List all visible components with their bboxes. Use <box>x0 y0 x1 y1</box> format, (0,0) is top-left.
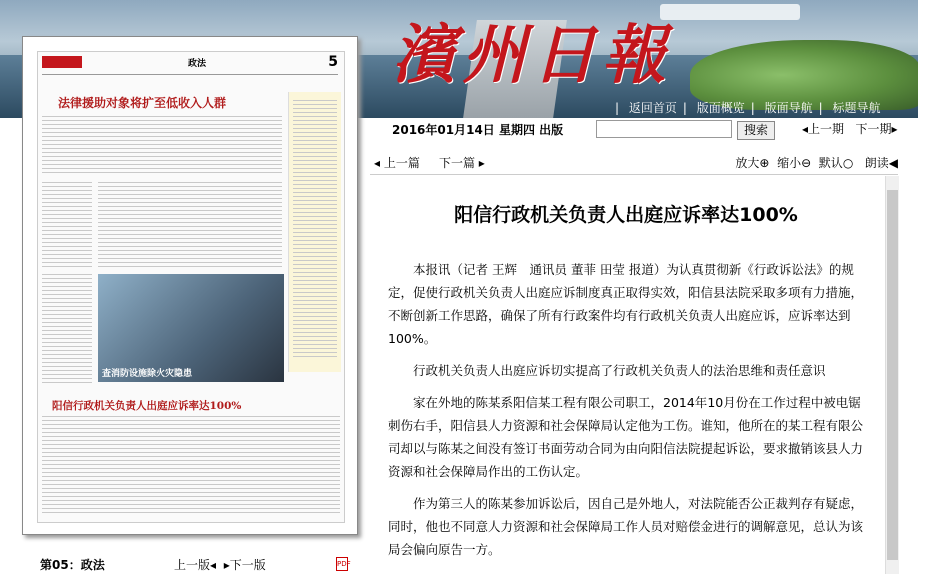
search-button[interactable]: 搜索 <box>737 121 775 140</box>
page-thumbnail[interactable] <box>37 51 345 523</box>
article-paragraph: 家在外地的陈某系阳信某工程有限公司职工，2014年10月份在工作过程中被电锯刺伤右手，阳信县人力资源和社会保障局认定他为工伤。谁知，他所在的某工程有限公司却以与陈某之间没有签订书面劳动合同为由向阳信法院提起诉讼，要求撤销该县人力资源和社会保障局作出的工伤认定。 <box>388 395 864 479</box>
thumb-masthead <box>42 56 82 68</box>
thumb-section: 政法 <box>188 59 207 69</box>
banner-ship <box>660 4 800 20</box>
circle-icon[interactable]: ○ <box>842 156 854 170</box>
next-page-link[interactable]: 下一版 <box>229 558 266 572</box>
thumb-headline[interactable]: 法律援助对象将扩至低收入人群 <box>58 96 227 110</box>
thumb-text-block <box>42 274 92 384</box>
thumb-page-number: 5 <box>328 54 338 70</box>
thumb-photo-caption[interactable]: 查消防设施除火灾隐患 <box>102 369 193 379</box>
minus-circle-icon[interactable]: ⊖ <box>801 156 812 170</box>
search-input[interactable] <box>596 120 732 138</box>
caret-right-icon: ▸ <box>223 558 230 572</box>
next-issue-link[interactable]: 下一期 <box>855 122 892 136</box>
article-title: 阳信行政机关负责人出庭应诉率达100% <box>454 204 798 226</box>
prev-issue-link[interactable]: 上一期 <box>808 122 845 136</box>
speaker-icon[interactable]: ◀ <box>888 156 898 170</box>
prev-page-link[interactable]: 上一版 <box>174 558 211 572</box>
thumb-headline-2[interactable]: 阳信行政机关负责人出庭应诉率达100% <box>52 400 242 412</box>
pdf-icon[interactable]: PDF <box>336 557 348 571</box>
thumb-text-block <box>42 416 340 516</box>
caret-left-icon: ◂ <box>374 156 381 170</box>
article-body <box>388 258 864 570</box>
caret-right-icon: ▸ <box>891 122 898 136</box>
issue-nav <box>802 120 898 137</box>
article-paragraph: 作为第三人的陈某参加诉讼后，因自己是外地人，对法院能否公正裁判存有疑虑，同时，他也不同意人力资源和社会保障局工作人员对赔偿金进行的调解意见，总认为该局会偏向原告一方。 <box>388 496 864 557</box>
thumb-sidebar <box>288 92 341 372</box>
issue-date: 2016年01月14日 星期四 出版 <box>392 123 564 137</box>
nav-layout-overview[interactable]: 版面概览 <box>696 101 745 115</box>
page-bar <box>40 556 266 573</box>
thumb-rule <box>42 74 338 75</box>
divider <box>370 174 898 175</box>
next-article-link[interactable]: 下一篇 <box>438 156 475 170</box>
prev-article-link[interactable]: 上一篇 <box>383 156 420 170</box>
scrollbar[interactable] <box>885 176 899 574</box>
zoom-in-button[interactable]: 放大 <box>735 156 760 170</box>
default-size-button[interactable]: 默认 <box>818 156 843 170</box>
thumb-text-block <box>98 182 282 267</box>
nav-home[interactable]: 返回首页 <box>628 101 677 115</box>
read-aloud-button[interactable]: 朗读 <box>864 156 889 170</box>
caret-left-icon: ◂ <box>802 122 809 136</box>
caret-right-icon: ▸ <box>478 156 485 170</box>
thumb-text-block <box>42 116 282 176</box>
nav-title-guide[interactable]: 标题导航 <box>832 101 881 115</box>
page-label: 第05：政法 <box>40 558 105 572</box>
page-preview-frame <box>22 36 358 535</box>
zoom-out-button[interactable]: 缩小 <box>777 156 802 170</box>
thumb-text-block <box>293 100 337 360</box>
article-toolbar <box>370 154 898 172</box>
nav-layout-guide[interactable]: 版面导航 <box>764 101 813 115</box>
top-nav: | 返回首页 | 版面概览 | 版面导航 | 标题导航 <box>615 101 881 115</box>
scrollbar-thumb[interactable] <box>887 190 898 560</box>
plus-circle-icon[interactable]: ⊕ <box>759 156 770 170</box>
newspaper-logo: 濱州日報 <box>392 18 672 93</box>
article-paragraph: 行政机关负责人出庭应诉切实提高了行政机关负责人的法治思维和责任意识 <box>413 363 826 378</box>
thumb-text-block <box>42 182 92 267</box>
article-paragraph: 本报讯（记者 王辉 通讯员 董菲 田莹 报道）为认真贯彻新《行政诉讼法》的规定，促使行政机关负责人出庭应诉制度真正取得实效，阳信县法院采取多项有力措施，不断创新工作思路，确保了所有行政案件均有行政机关负责人出庭应诉，应诉率达到100%。 <box>388 262 864 346</box>
caret-left-icon: ◂ <box>210 558 217 572</box>
